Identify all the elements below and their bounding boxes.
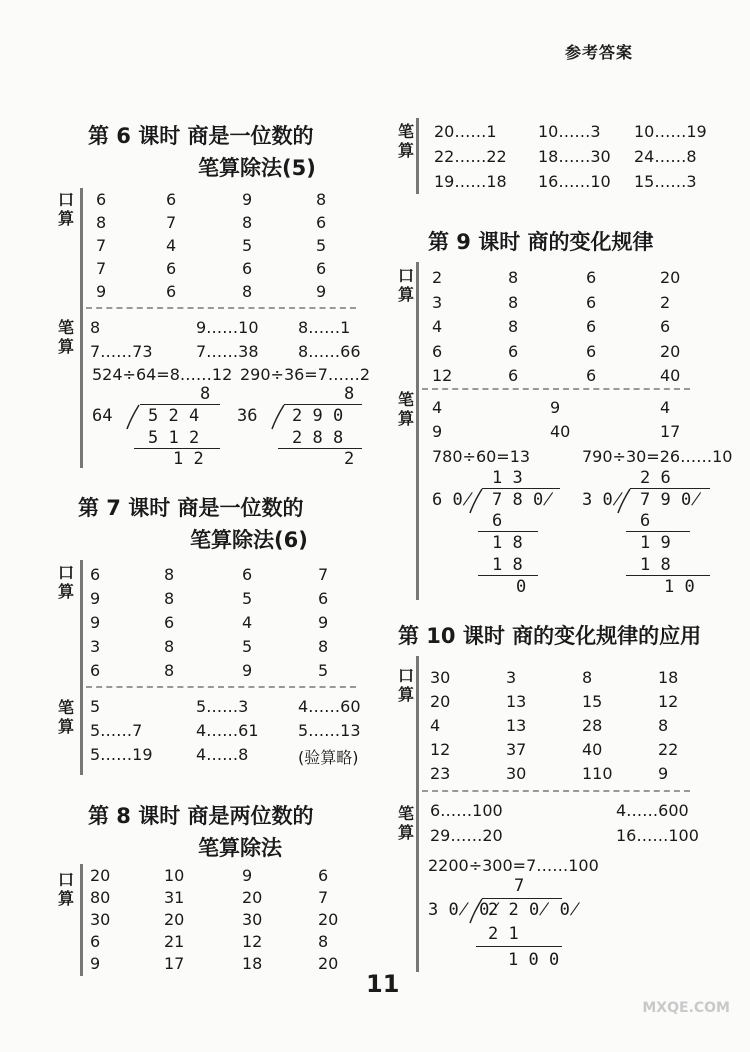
answer-cell: 6 xyxy=(318,589,329,608)
answer-cell: 5 xyxy=(242,589,253,608)
partial-product: 1 8 xyxy=(492,555,523,575)
answer-cell: 5 xyxy=(318,661,329,680)
watermark: MXQE.COM xyxy=(642,1000,730,1016)
written-label: 笔 算 xyxy=(397,390,414,428)
answer-cell: 10……19 xyxy=(634,122,707,141)
answer-cell: 9 xyxy=(90,589,101,608)
answer-cell: 12 xyxy=(658,692,679,711)
answer-cell: 6 xyxy=(586,341,597,361)
answer-cell: 8 xyxy=(164,565,175,584)
answer-cell: 6 xyxy=(166,259,177,278)
answer-cell: 19……18 xyxy=(434,172,507,191)
answer-cell: 8 xyxy=(96,213,107,232)
answer-cell: 37 xyxy=(506,740,527,759)
written-label: 笔 算 xyxy=(397,122,414,160)
answer-cell: 8 xyxy=(508,317,519,336)
answer-cell: 12 xyxy=(432,366,453,385)
dashed-divider xyxy=(86,686,356,688)
section-rule xyxy=(416,118,419,194)
answer-cell: 6 xyxy=(166,282,177,301)
answer-cell: 10……3 xyxy=(538,122,601,141)
oral-label: 口 算 xyxy=(57,190,74,228)
answer-cell: 31 xyxy=(164,888,185,907)
answer-cell: 20 xyxy=(164,910,185,929)
equation: 290÷36=7……2 xyxy=(240,365,371,384)
answer-cell: 20 xyxy=(660,268,681,287)
subtraction-line xyxy=(626,531,690,532)
answer-cell: 21 xyxy=(164,932,185,951)
answer-cell: 6 xyxy=(586,268,597,287)
answer-cell: 5 xyxy=(242,236,253,255)
quotient: 2 6 xyxy=(640,468,671,488)
answer-cell: 20 xyxy=(430,692,451,711)
division-bracket xyxy=(616,488,632,514)
answer-cell: 4 xyxy=(660,398,671,417)
answer-cell: 6 xyxy=(586,317,597,336)
answer-cell: 4 xyxy=(432,317,443,336)
answer-cell: (验算略) xyxy=(298,748,359,767)
answer-cell: 8 xyxy=(508,268,519,287)
answer-cell: 9 xyxy=(90,954,101,973)
remainder: 0 xyxy=(516,577,527,597)
answer-cell: 6 xyxy=(432,341,443,361)
answer-cell: 4 xyxy=(166,236,177,255)
answer-cell: 20……1 xyxy=(434,122,497,141)
written-label: 笔 算 xyxy=(57,318,74,356)
partial-dividend: 1 9 xyxy=(640,533,671,553)
written-label: 笔 算 xyxy=(397,804,414,842)
answer-cell: 6 xyxy=(660,317,671,336)
answer-cell: 9 xyxy=(318,613,329,632)
dividend: 7 9 0̸ xyxy=(640,490,702,510)
answer-cell: 4……61 xyxy=(196,721,259,740)
answer-cell: 40 xyxy=(550,422,571,441)
quotient: 8 xyxy=(200,384,211,404)
answer-cell: 17 xyxy=(164,954,185,973)
lesson6-subtitle: 笔算除法(5) xyxy=(198,156,316,180)
answer-cell: 9 xyxy=(90,613,101,632)
partial-product: 6 xyxy=(640,511,651,531)
answer-cell: 9……10 xyxy=(196,318,259,337)
product: 2 1 xyxy=(488,924,519,944)
oral-label: 口 算 xyxy=(397,266,414,304)
lesson7-subtitle: 笔算除法(6) xyxy=(190,528,308,552)
answer-cell: 9 xyxy=(316,282,327,301)
subtraction-line xyxy=(478,531,538,532)
answer-cell: 8 xyxy=(164,589,175,608)
answer-cell: 6 xyxy=(316,259,327,278)
answer-cell: 6 xyxy=(96,190,107,209)
division-bracket xyxy=(468,898,484,924)
division-bar xyxy=(284,404,362,405)
lesson7-title: 第 7 课时 商是一位数的 xyxy=(78,496,304,520)
answer-cell: 13 xyxy=(506,716,527,735)
answer-cell: 7 xyxy=(96,236,107,255)
answer-cell: 9 xyxy=(96,282,107,301)
answer-cell: 8 xyxy=(318,932,329,951)
answer-cell: 9 xyxy=(432,422,443,441)
product: 5 1 2 xyxy=(148,428,200,448)
answer-cell: 7 xyxy=(96,259,107,278)
answer-cell: 8 xyxy=(242,213,253,232)
answer-cell: 5 xyxy=(90,697,101,716)
answer-cell: 6 xyxy=(318,866,329,885)
answer-cell: 5……3 xyxy=(196,697,249,716)
answer-cell: 13 xyxy=(506,692,527,711)
answer-cell: 24……8 xyxy=(634,147,697,166)
answer-cell: 20 xyxy=(242,888,263,907)
lesson9-title: 第 9 课时 商的变化规律 xyxy=(428,230,654,254)
answer-cell: 9 xyxy=(242,661,253,680)
divisor: 36 xyxy=(237,406,258,426)
section-rule xyxy=(80,560,83,775)
answer-cell: 8 xyxy=(164,637,175,656)
subtraction-line xyxy=(626,575,710,576)
answer-cell: 6 xyxy=(242,565,253,584)
dashed-divider xyxy=(86,307,356,309)
answer-cell: 18 xyxy=(242,954,263,973)
division-bar xyxy=(482,488,560,489)
answer-cell: 4……60 xyxy=(298,697,361,716)
answer-cell: 9 xyxy=(658,764,669,783)
answer-cell: 12 xyxy=(430,740,451,759)
equation: 790÷30=26……10 xyxy=(582,447,733,466)
answer-cell: 18 xyxy=(658,668,679,687)
lesson8-subtitle: 笔算除法 xyxy=(198,836,282,860)
page-number: 11 xyxy=(366,970,400,998)
answer-cell: 6 xyxy=(586,366,597,385)
answer-cell: 4 xyxy=(430,716,441,735)
answer-cell: 22 xyxy=(658,740,679,759)
answer-cell: 3 xyxy=(90,637,101,656)
answer-cell: 2 xyxy=(660,292,671,312)
answer-cell: 6 xyxy=(508,341,519,361)
answer-cell: 8 xyxy=(658,716,669,735)
answer-cell: 23 xyxy=(430,764,451,783)
answer-cell: 40 xyxy=(660,366,681,385)
answer-cell: 20 xyxy=(660,341,681,361)
remainder: 1 0 xyxy=(664,577,695,597)
division-bar xyxy=(482,898,562,899)
answer-cell: 40 xyxy=(582,740,603,759)
answer-cell: 28 xyxy=(582,716,603,735)
answer-cell: 12 xyxy=(242,932,263,951)
answer-cell: 7 xyxy=(166,213,177,232)
answer-cell: 6 xyxy=(90,565,101,584)
subtraction-line xyxy=(476,946,562,947)
dashed-divider xyxy=(422,790,690,792)
answer-cell: 30 xyxy=(242,910,263,929)
written-label: 笔 算 xyxy=(57,698,74,736)
answer-cell: 4 xyxy=(432,398,443,417)
answer-cell: 22……22 xyxy=(434,147,507,166)
answer-cell: 5 xyxy=(242,637,253,656)
quotient: 8 xyxy=(344,384,355,404)
answer-cell: 5……7 xyxy=(90,721,143,740)
oral-label: 口 算 xyxy=(57,870,74,908)
answer-cell: 9 xyxy=(242,866,253,885)
partial-product: 1 8 xyxy=(640,555,671,575)
answer-cell: 8 xyxy=(318,637,329,656)
dividend: 5 2 4 xyxy=(148,406,200,426)
division-bracket xyxy=(125,404,141,430)
answer-cell: 6 xyxy=(316,213,327,232)
divisor: 64 xyxy=(92,406,113,426)
section-rule xyxy=(80,188,83,468)
divisor: 3 0̸ 0̸ xyxy=(428,900,500,920)
dividend: 7 8 0̸ xyxy=(492,490,554,510)
section-rule xyxy=(416,262,419,600)
product: 2 8 8 xyxy=(292,428,344,448)
remainder: 2 xyxy=(344,449,355,469)
page-header: 参考答案 xyxy=(565,43,634,62)
oral-label: 口 算 xyxy=(397,666,414,704)
answer-cell: 8 xyxy=(90,318,101,337)
division-bracket xyxy=(270,404,286,430)
answer-cell: 8 xyxy=(242,282,253,301)
answer-cell: 20 xyxy=(318,954,339,973)
answer-cell: 10 xyxy=(164,866,185,885)
answer-cell: 8 xyxy=(316,190,327,209)
answer-cell: 6 xyxy=(90,661,101,680)
division-bar xyxy=(140,404,220,405)
answer-cell: 110 xyxy=(582,764,613,783)
answer-cell: 8……1 xyxy=(298,318,351,337)
answer-cell: 20 xyxy=(318,910,339,929)
answer-cell: 4 xyxy=(242,613,253,632)
equation: 2200÷300=7……100 xyxy=(428,856,599,875)
answer-cell: 8 xyxy=(582,668,593,687)
answer-cell: 15 xyxy=(582,692,603,711)
divisor: 6 0̸ xyxy=(432,490,473,510)
lesson6-title: 第 6 课时 商是一位数的 xyxy=(88,124,314,148)
quotient: 7 xyxy=(514,876,525,896)
answer-cell: 6 xyxy=(508,366,519,385)
answer-cell: 16……10 xyxy=(538,172,611,191)
lesson10-title: 第 10 课时 商的变化规律的应用 xyxy=(398,624,702,648)
answer-cell: 6 xyxy=(166,190,177,209)
equation: 780÷60=13 xyxy=(432,447,531,466)
answer-cell: 80 xyxy=(90,888,111,907)
dividend: 2 2 0̸ 0̸ xyxy=(488,900,581,920)
answer-cell: 3 xyxy=(432,292,443,312)
answer-cell: 6 xyxy=(164,613,175,632)
answer-cell: 30 xyxy=(506,764,527,783)
division-bar xyxy=(630,488,710,489)
subtraction-line xyxy=(478,575,538,576)
answer-cell: 30 xyxy=(430,668,451,687)
oral-label: 口 算 xyxy=(57,563,74,601)
answer-cell: 20 xyxy=(90,866,111,885)
answer-cell: 7 xyxy=(318,888,329,907)
partial-dividend: 1 8 xyxy=(492,533,523,553)
answer-cell: 30 xyxy=(90,910,111,929)
answer-cell: 18……30 xyxy=(538,147,611,166)
lesson8-title: 第 8 课时 商是两位数的 xyxy=(88,804,314,828)
answer-cell: 5……13 xyxy=(298,721,361,740)
answer-cell: 9 xyxy=(242,190,253,209)
answer-cell: 17 xyxy=(660,422,681,441)
equation: 524÷64=8……12 xyxy=(92,365,233,384)
answer-cell: 15……3 xyxy=(634,172,697,191)
partial-product: 6 xyxy=(492,511,503,531)
divisor: 3 0̸ xyxy=(582,490,623,510)
section-rule xyxy=(80,864,83,976)
answer-cell: 7……73 xyxy=(90,342,153,361)
answer-cell: 6 xyxy=(242,259,253,278)
division-bracket xyxy=(468,488,484,514)
dividend: 2 9 0 xyxy=(292,406,344,426)
answer-cell: 2 xyxy=(432,268,443,287)
answer-cell: 6……100 xyxy=(430,801,503,820)
remainder: 1 2 xyxy=(173,449,204,469)
answer-cell: 8 xyxy=(164,661,175,680)
answer-cell: 16……100 xyxy=(616,826,699,845)
answer-cell: 6 xyxy=(90,932,101,951)
answer-cell: 5 xyxy=(316,236,327,255)
answer-cell: 5……19 xyxy=(90,745,153,764)
answer-cell: 29……20 xyxy=(430,826,503,845)
answer-cell: 9 xyxy=(550,398,561,417)
answer-cell: 7 xyxy=(318,565,329,584)
answer-cell: 6 xyxy=(586,292,597,312)
dashed-divider xyxy=(422,388,690,390)
answer-cell: 8 xyxy=(508,292,519,312)
answer-cell: 4……600 xyxy=(616,801,689,820)
answer-cell: 7……38 xyxy=(196,342,259,361)
section-rule xyxy=(416,656,419,972)
answer-cell: 4……8 xyxy=(196,745,249,764)
quotient: 1 3 xyxy=(492,468,523,488)
remainder: 1 0 0 xyxy=(508,950,560,970)
answer-cell: 3 xyxy=(506,668,517,687)
answer-cell: 8……66 xyxy=(298,342,361,361)
